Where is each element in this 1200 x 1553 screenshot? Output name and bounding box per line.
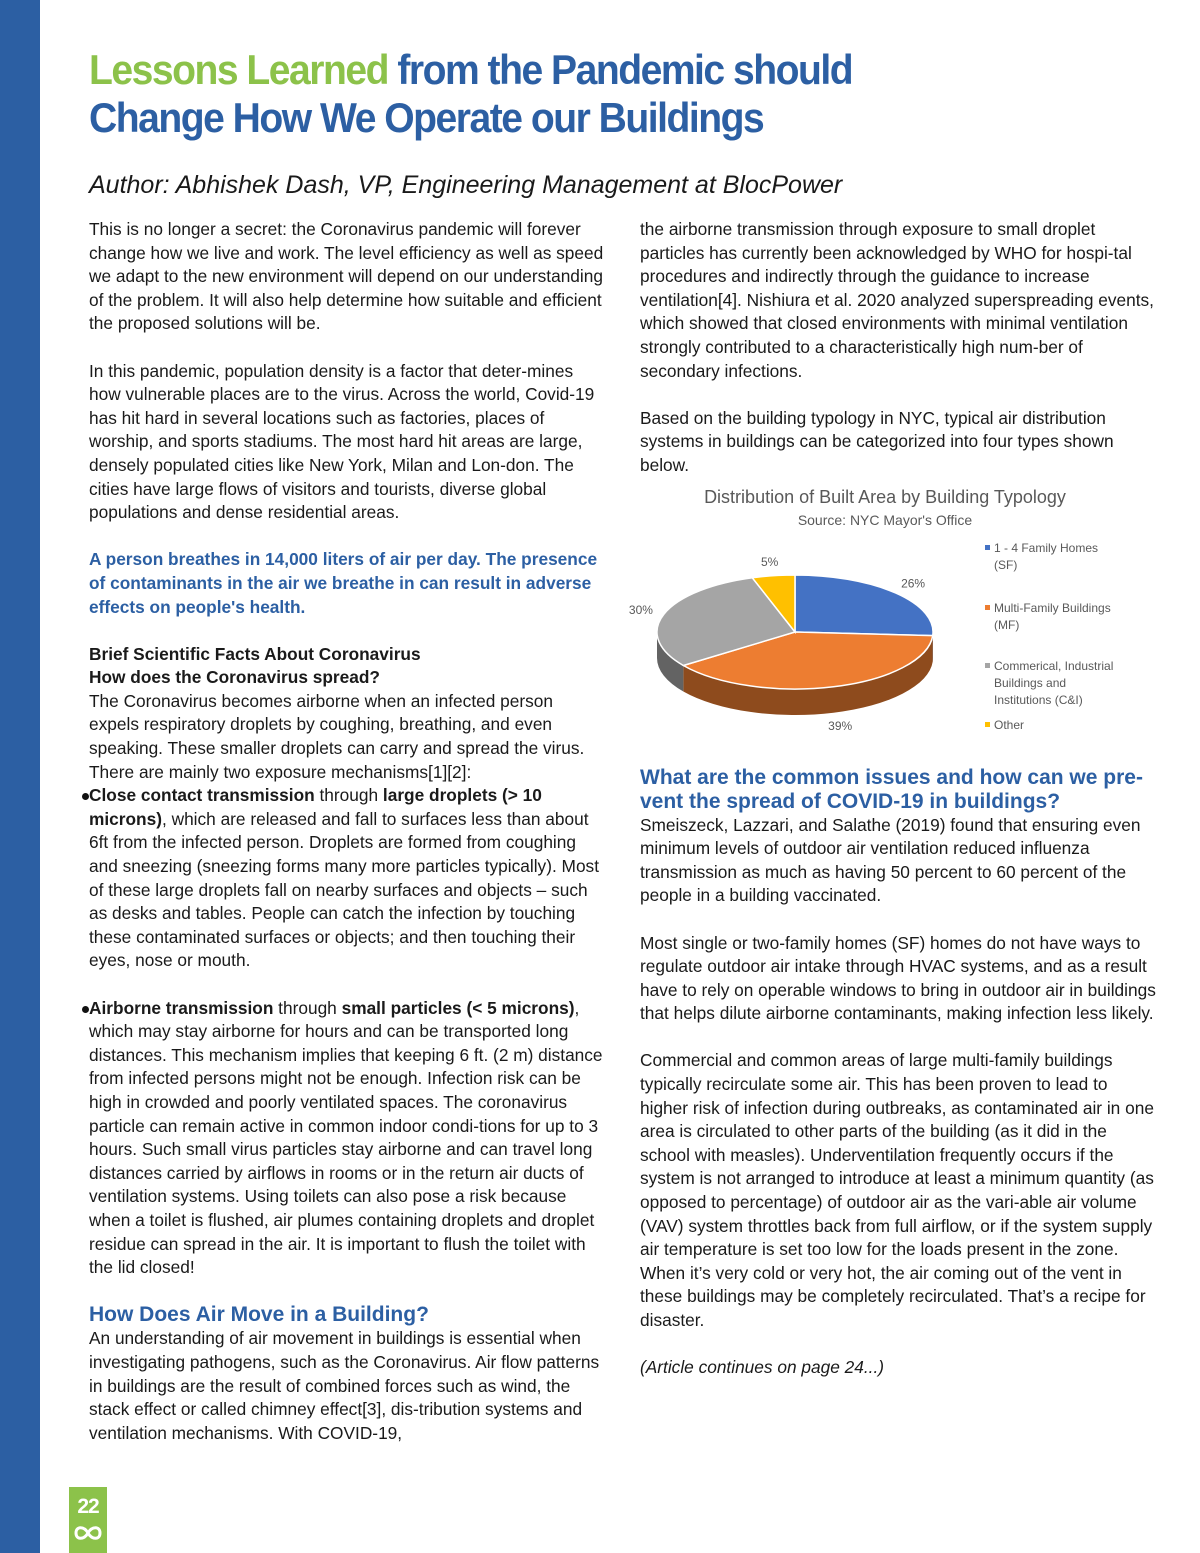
typology-paragraph: Based on the building typology in NYC, typical air distribution systems in buildings can be categorized into four types shown below. [640,407,1114,475]
continued-note: (Article continues on page 24...) [640,1357,884,1378]
bullet1-size: large droplets (> 10 microns) [89,785,542,829]
legend-swatch-2 [985,663,990,668]
left-column [89,218,604,1445]
callout-quote: A person breathes in 14,000 liters of air per day. The presence of contaminants in the air we breathe in can result in adverse effects on people's health. [89,549,598,617]
bullet-dot-icon [82,1006,89,1013]
legend-swatch-1 [985,605,990,610]
bullet-close-contact [89,784,604,973]
legend-label-0: 1 - 4 Family Homes (SF) [994,540,1099,572]
density-paragraph: In this pandemic, population density is a factor that deter-mines how vulnerable places are to the virus. Across the world, Covid-19 has hit hard in several locations such as factories, places of worship, and sports stadiums. The most hard hit areas are large, densely populated cities like New York, Milan and Lon-don. The cities have large flows of visitors and tourists, diverse global populations and dense residential areas. [89,360,595,523]
pie-data-label-3: 5% [760,554,779,569]
bullet1-text: , which are released and fall to surfaces less than about 6ft from the infected person. Droplets are formed from coughing and sneezing (sneezing forms many more particles typically). Most of these large droplets fall on nearby surfaces and objects – such as desks and tables. People can catch the infection by touching these contaminated surfaces or objects; and then touching their eyes, nose or mouth. [89,808,599,971]
article-author: Author: Abhishek Dash, VP, Engineering Management at BlocPower [89,171,843,199]
bullet2-text: , which may stay airborne for hours and can be transported long distances. This mechanism implies that keeping 6 ft. (2 m) distance from infected persons might not be enough. Infection risk can be high in crowded and poorly ventilated spaces. The coronavirus particle can remain active in common indoor condi-tions for up to 3 hours. Such small virus particles stay airborne and can travel long distances carried by airflows in rooms or in the return air ducts of ventilation systems. Using toilets can also pose a risk because when a toilet is flushed, air plumes containing droplets and droplet residue can spread in the air. It is important to flush the toilet with the lid closed! [89,997,603,1278]
title-line2: Change How We Operate our Buildings [89,94,764,141]
legend-label-2: Commerical, Industrial Buildings and Institutions (C&I) [994,658,1114,707]
pie-data-label-1: 39% [828,718,853,733]
ventilation-study-paragraph: Smeiszeck, Lazzari, and Salathe (2019) found that ensuring even minimum levels of outdoor air ventilation reduced influenza transmission as much as having 50 percent to 60 percent of the people in a building vaccinated. [640,814,1141,906]
facts-question: How does the Coronavirus spread? [89,667,380,688]
bullet-airborne [89,997,604,1280]
bullet1-connector: through [314,785,383,806]
article-title [89,46,1019,142]
pie-chart [628,482,1160,764]
airborne-paragraph: the airborne transmission through exposure to small droplet particles has currently been acknowledged by WHO for hospi-tal procedures and indirectly through the guidance to increase ventilation[4]. Nishiura et al. 2020 analyzed superspreading events, which showed that closed environments with minimal ventilation strongly contributed to a characteristically high num-ber of secondary infections. [640,219,1154,381]
bullet2-size: small particles (< 5 microns) [341,997,575,1018]
section-heading-issues: What are the common issues and how can we pre-vent the spread of COVID-19 in buildings? [640,765,1143,813]
chart-title: Distribution of Built Area by Building Typology [704,486,1066,507]
infinity-icon [73,1523,103,1543]
recirculation-paragraph: Commercial and common areas of large multi-family buildings typically recirculate some air. This has been proven to lead to higher risk of infection during outbreaks, as contaminated air in one area is circulated to other parts of the building (as it did in the school with measles). Underventilation frequently occurs if the system is not arranged to introduce at least a minimum quantity (as opposed to percentage) of outdoor air as the vari-able air volume (VAV) system throttles back from full airflow, or if the system supply air temperature is set too low for the loads present in the zone. When it’s very cold or very hot, the air coming out of the vent in these buildings may be completely recirculated. That’s a recipe for disaster. [640,1050,1154,1330]
legend-label-3: Other [994,717,1025,732]
page-number-badge [69,1487,107,1553]
pie-data-label-2: 30% [628,602,653,617]
intro-paragraph: This is no longer a secret: the Coronavirus pandemic will forever change how we live and work. The level efficiency as well as speed we adapt to the new environment will depend on our understanding of the problem. It will also help determine how suitable and efficient the proposed solutions will be. [89,219,604,334]
legend-swatch-0 [985,545,990,550]
bullet-dot-icon [82,793,89,800]
pie-data-label-0: 26% [901,575,926,590]
pie-legend [985,541,1113,732]
legend-swatch-3 [985,722,990,727]
legend-label-1: Multi-Family Buildings (MF) [994,600,1111,632]
pie-top [657,575,933,689]
right-column [628,218,1160,1403]
section-heading-air-move: How Does Air Move in a Building? [89,1303,429,1327]
title-line1-rest: from the Pandemic should [397,46,853,93]
pie-chart-svg [628,482,1160,764]
bullet2-connector: through [273,997,342,1018]
bullet1-term: Close contact transmission [89,785,315,806]
title-highlight: Lessons Learned [89,46,388,93]
air-move-paragraph: An understanding of air movement in buildings is essential when investigating pathogens, such as the Coronavirus. Air flow patterns in buildings are the result of combined forces such as wind, the stack effect or called chimney effect[3], dis-tribution systems and ventilation mechanisms. With COVID-19, [89,1328,600,1443]
facts-heading: Brief Scientific Facts About Coronavirus [89,643,421,664]
page-number: 22 [77,1495,99,1518]
single-family-paragraph: Most single or two-family homes (SF) homes do not have ways to regulate outdoor air intake through HVAC systems, and as a result have to rely on operable windows to bring in outdoor air in buildings that helps dilute airborne contaminants, making infection less likely. [640,932,1156,1024]
chart-subtitle: Source: NYC Mayor's Office [797,511,973,528]
bullet2-term: Airborne transmission [89,997,274,1018]
left-accent-bar [0,0,40,1553]
spread-paragraph: The Coronavirus becomes airborne when an infected person expels respiratory droplets by coughing, breathing, and even speaking. These smaller droplets can carry and spread the virus. There are mainly two exposure mechanisms[1][2]: [89,690,585,782]
